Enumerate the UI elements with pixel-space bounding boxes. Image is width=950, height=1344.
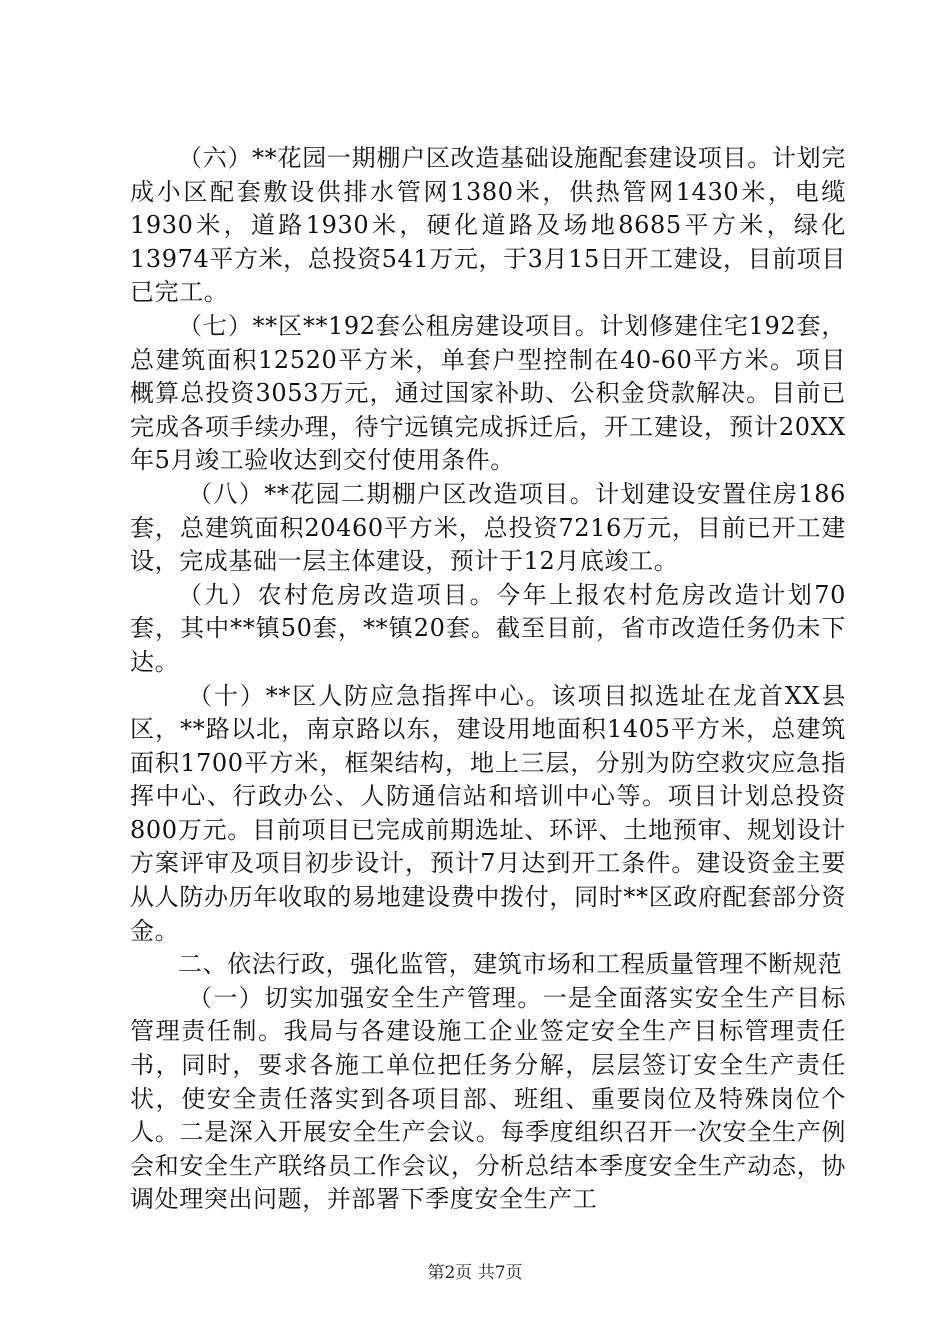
paragraph-item-9: （九）农村危房改造项目。今年上报农村危房改造计划70套，其中**镇50套，**镇20套。截至目前，省市改造任务仍未下达。: [130, 580, 846, 676]
paragraph-item-10: （十）**区人防应急指挥中心。该项目拟选址在龙首XX县区，**路以北，南京路以东，建设用地面积1405平方米，总建筑面积1700平方米，框架结构，地上三层，分别为防空救灾应急指挥中心、行政办公、人防通信站和培训中心等。项目计划总投资800万元。目前项目已完成前期选址、环评、土地预审、规划设计方案评审及项目初步设计，预计7月达到开工条件。建设资金主要从人防办历年收取的易地建设费中拨付，同时**区政府配套部分资金。: [130, 681, 846, 945]
page-footer: 第2页 共7页: [427, 1263, 523, 1283]
paragraph-item-8: （八）**花园二期棚户区改造项目。计划建设安置住房186套，总建筑面积20460平方米，总投资7216万元，目前已开工建设，完成基础一层主体建设，预计于12月底竣工。: [130, 479, 846, 576]
paragraph-item-6: （六）**花园一期棚户区改造基础设施配套建设项目。计划完成小区配套敷设供排水管网1380米，供热管网1430米，电缆1930米，道路1930米，硬化道路及场地8685平方米，绿化13974平方米，总投资541万元，于3月15日开工建设，目前项目已完工。: [130, 144, 846, 307]
section-heading: 二、依法行政，强化监管，建筑市场和工程质量管理不断规范: [178, 950, 843, 979]
paragraph-item-7: （七）**区**192套公租房建设项目。计划修建住宅192套，总建筑面积12520平方米，单套户型控制在40-60平方米。项目概算总投资3053万元，通过国家补助、公积金贷款解决。目前已完成各项手续办理，待宁远镇完成拆迁后，开工建设，预计20XX年5月竣工验收达到交付使用条件。: [130, 311, 846, 475]
document-body: [130, 142, 846, 1217]
paragraph-safety-management: （一）切实加强安全生产管理。一是全面落实安全生产目标管理责任制。我局与各建设施工企业签定安全生产目标管理责任书，同时，要求各施工单位把任务分解，层层签订安全生产责任状，使安全责任落实到各项目部、班组、重要岗位及特殊岗位个人。二是深入开展安全生产会议。每季度组织召开一次安全生产例会和安全生产联络员工作会议，分析总结本季度安全生产动态，协调处理突出问题，并部署下季度安全生产工: [130, 983, 846, 1214]
